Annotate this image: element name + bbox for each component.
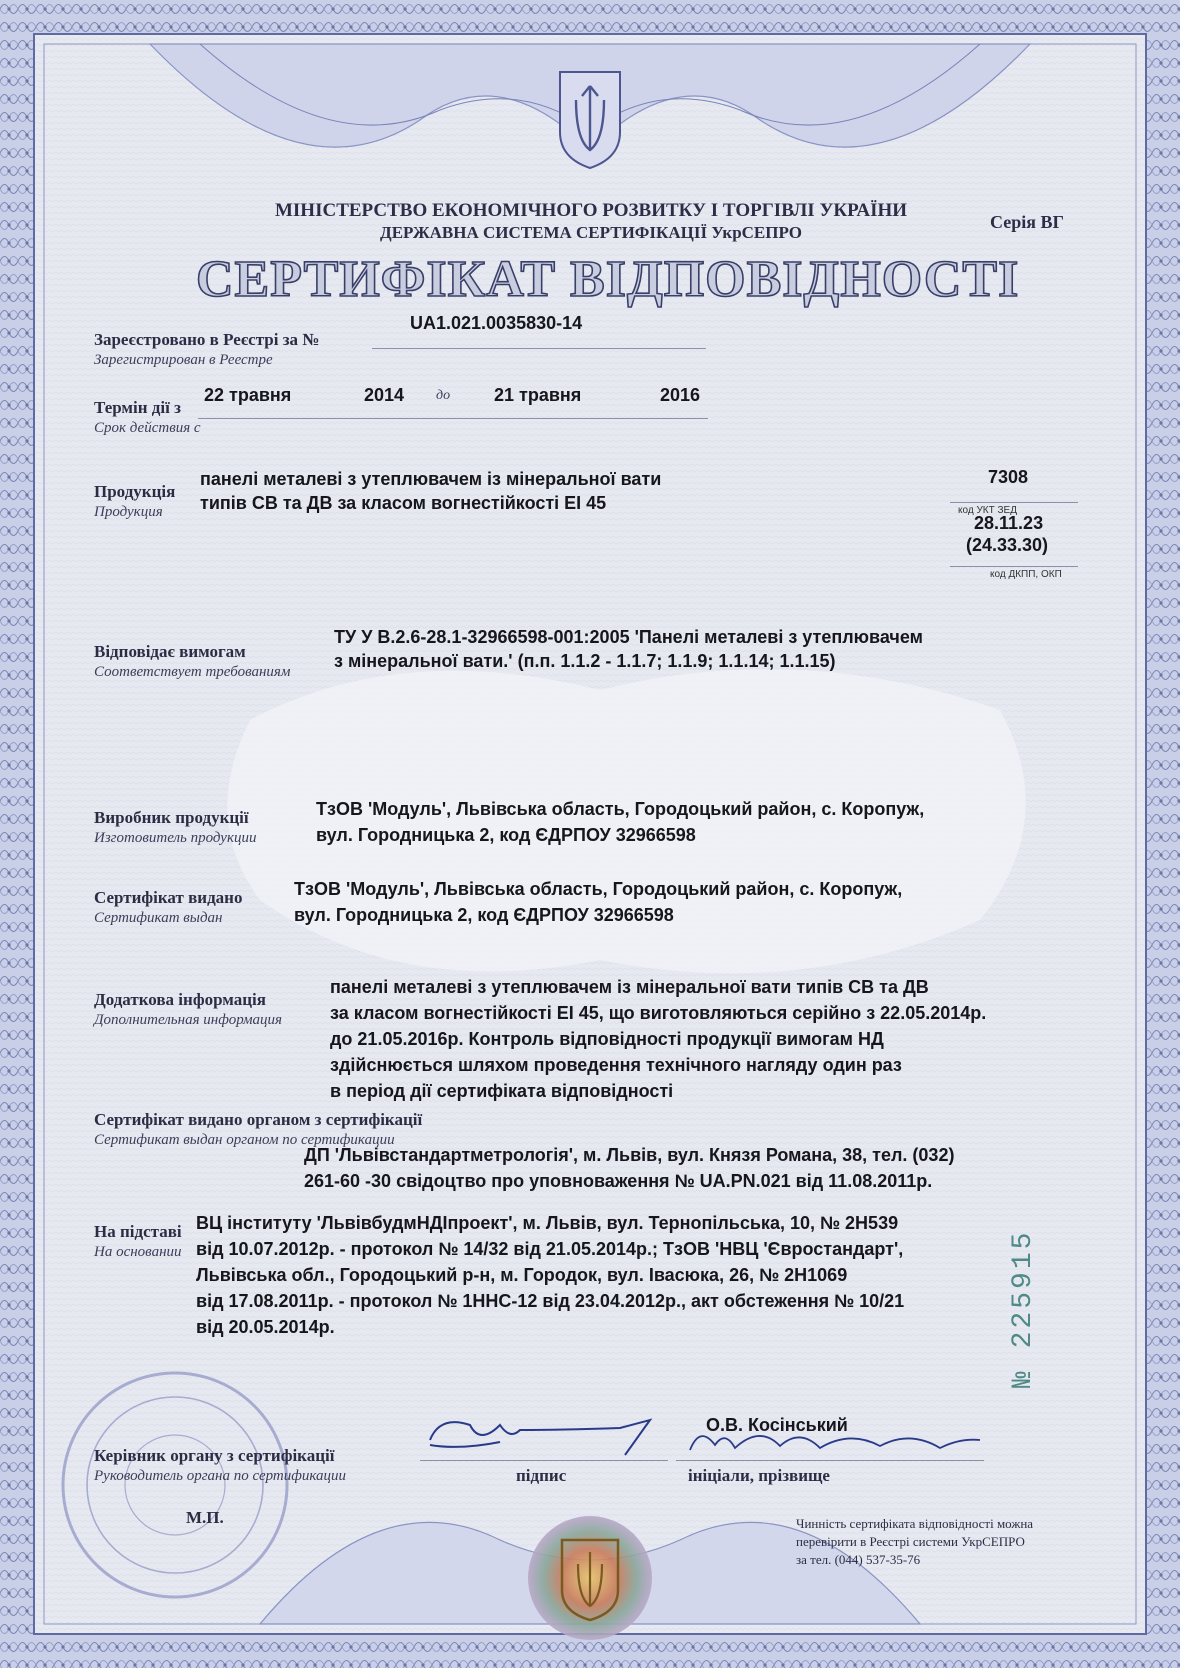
term-from-year: 2014 [364,385,405,405]
registry-number: UA1.021.0035830-14 [410,313,583,333]
term-to-day: 21 травня [494,385,582,405]
requirements-sub: Соответствует требованиям [94,664,291,680]
code-okp: (24.33.30) [966,535,1049,555]
name-label: ініціали, прізвище [688,1466,830,1485]
verify-line-1: Чинність сертифіката відповідності можна [796,1516,1034,1531]
additional-line-1: панелі металеві з утеплювачем із мінеральної вати типів СВ та ДВ [330,977,929,997]
additional-line-3: до 21.05.2016р. Контроль відповідності продукції вимогам НД [330,1029,884,1049]
requirements-line-1: ТУ У В.2.6-28.1-32966598-001:2005 'Панелі металеві з утеплювачем [334,627,923,647]
head-sub: Руководитель органа по сертификации [94,1468,347,1484]
basis-label: На підставі [94,1222,182,1241]
term-label: Термін дії з [94,398,181,417]
requirements-line-2: з мінеральної вати.' (п.п. 1.1.2 - 1.1.7; 1.1.9; 1.1.14; 1.1.15) [334,651,836,671]
sign-label: підпис [516,1466,567,1485]
manufacturer-line-2: вул. Городницька 2, код ЄДРПОУ 32966598 [316,825,696,845]
issued-to-line-1: ТзОВ 'Модуль', Львівська область, Городоцький район, с. Коропуж, [294,879,903,899]
code-dkpp: 28.11.23 [974,513,1044,533]
term-sub: Срок действия с [94,420,201,436]
body-line-1: ДП 'Львівстандартметрологія', м. Львів, вул. Князя Романа, 38, тел. (032) [304,1145,955,1165]
basis-line-3: Львівська обл., Городоцький р-н, м. Городок, вул. Івасюка, 26, № 2Н1069 [196,1265,848,1285]
code-uktzed: 7308 [988,467,1029,487]
hologram-seal-icon [528,1516,652,1640]
certificate-title: СЕРТИФІКАТ ВІДПОВІДНОСТІ [196,251,1020,308]
body-sub: Сертификат выдан органом по сертификации [94,1132,395,1148]
verify-line-2: перевірити в Реєстрі системи УкрСЕПРО [796,1534,1025,1549]
registry-sub: Зарегистрирован в Реестре [94,352,273,368]
basis-line-5: від 20.05.2014р. [196,1317,335,1337]
additional-line-4: здійснюється шляхом проведення технічного нагляду один раз [330,1055,902,1075]
series-label: Серія ВГ [990,212,1064,232]
code-uktzed-label: код УКТ ЗЕД [958,505,1017,516]
issued-to-line-2: вул. Городницька 2, код ЄДРПОУ 32966598 [294,905,674,925]
additional-line-5: в період дії сертифіката відповідності [330,1081,674,1101]
mp-label: М.П. [186,1508,224,1527]
serial-number: № 225915 [1008,1229,1039,1388]
head-label: Керівник органу з сертифікації [94,1446,335,1465]
requirements-label: Відповідає вимогам [94,642,246,661]
basis-line-1: ВЦ інституту 'ЛьвівбудмНДІпроект', м. Львів, вул. Тернопільська, 10, № 2Н539 [196,1213,899,1233]
issued-to-label: Сертифікат видано [94,888,243,907]
additional-label: Додаткова інформація [94,990,266,1009]
head-name: О.В. Косінський [706,1415,848,1435]
manufacturer-line-1: ТзОВ 'Модуль', Львівська область, Городоцький район, с. Коропуж, [316,799,925,819]
registry-label: Зареєстровано в Реєстрі за № [94,330,320,349]
coat-of-arms-icon [560,72,620,168]
basis-sub: На основании [94,1244,182,1260]
product-label: Продукція [94,482,176,501]
ministry-title: МІНІСТЕРСТВО ЕКОНОМІЧНОГО РОЗВИТКУ І ТОРГІВЛІ УКРАЇНИ [274,200,908,221]
code-dkpp-label: код ДКПП, ОКП [990,569,1062,580]
additional-sub: Дополнительная информация [94,1012,282,1028]
additional-line-2: за класом вогнестійкості ЕІ 45, що виготовляються серійно з 22.05.2014р. [330,1003,987,1023]
term-to-word: до [436,388,451,403]
term-to-year: 2016 [660,385,701,405]
system-title: ДЕРЖАВНА СИСТЕМА СЕРТИФІКАЦІЇ УкрСЕПРО [380,223,802,242]
body-label: Сертифікат видано органом з сертифікації [94,1110,423,1129]
issued-to-sub: Сертификат выдан [94,910,223,926]
manufacturer-label: Виробник продукції [94,808,249,827]
body-line-2: 261-60 -30 свідоцтво про уповноваження № UA.PN.021 від 11.08.2011р. [304,1171,933,1191]
product-line-1: панелі металеві з утеплювачем із мінеральної вати [200,469,662,489]
term-from-day: 22 травня [204,385,292,405]
product-line-2: типів СВ та ДВ за класом вогнестійкості ЕІ 45 [200,493,607,513]
verify-line-3: за тел. (044) 537-35-76 [796,1552,921,1567]
basis-line-2: від 10.07.2012р. - протокол № 14/32 від 21.05.2014р.; ТзОВ 'НВЦ 'Євростандарт', [196,1239,904,1259]
basis-line-4: від 17.08.2011р. - протокол № 1ННС-12 від 23.04.2012р., акт обстеження № 10/21 [196,1291,905,1311]
product-sub: Продукция [94,504,163,520]
manufacturer-sub: Изготовитель продукции [94,830,257,846]
